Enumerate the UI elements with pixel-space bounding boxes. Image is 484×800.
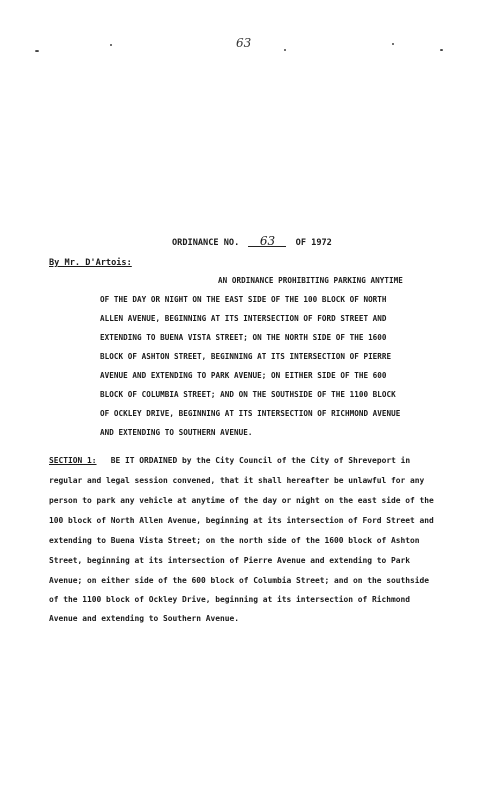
section-1-line: regular and legal session convened, that it shall hereafter be unlawful for any [49, 476, 425, 485]
caption-line: BLOCK OF ASHTON STREET, BEGINNING AT ITS INTERSECTION OF PIERRE [100, 352, 392, 361]
caption-line: OF THE DAY OR NIGHT ON THE EAST SIDE OF THE 100 BLOCK OF NORTH [100, 295, 387, 304]
caption-line: EXTENDING TO BUENA VISTA STREET; ON THE NORTH SIDE OF THE 1600 [100, 333, 387, 342]
caption-line: OF OCKLEY DRIVE, BEGINNING AT ITS INTERSECTION OF RICHMOND AVENUE [100, 409, 401, 418]
section-1-line: 100 block of North Allen Avenue, beginning at its intersection of Ford Street and [49, 516, 434, 525]
scan-mark [110, 44, 112, 46]
section-1-line: Avenue; on either side of the 600 block of Columbia Street; and on the southside [49, 576, 430, 585]
caption-line: AND EXTENDING TO SOUTHERN AVENUE. [100, 428, 253, 437]
caption-line: AN ORDINANCE PROHIBITING PARKING ANYTIME [218, 276, 403, 285]
title-prefix: ORDINANCE NO. [172, 238, 240, 248]
section-1-line: of the 1100 block of Ockley Drive, beginning at its intersection of Richmond [49, 595, 411, 604]
section-1-line: extending to Buena Vista Street; on the north side of the 1600 block of Ashton [49, 536, 420, 545]
scan-mark [284, 49, 286, 51]
section-1-line: Avenue and extending to Southern Avenue. [49, 614, 240, 623]
section-text: BE IT ORDAINED by the City Council of the City of Shreveport in [110, 456, 411, 465]
section-1-line: Street, beginning at its intersection of Pierre Avenue and extending to Park [49, 556, 411, 565]
scan-mark [440, 49, 443, 51]
section-1-first-line [49, 456, 410, 465]
title-suffix: OF 1972 [295, 238, 332, 248]
section-label: SECTION 1: [49, 456, 97, 465]
scan-mark [392, 43, 394, 45]
section-1-line: person to park any vehicle at anytime of the day or night on the east side of the [49, 496, 434, 505]
handwritten-page-number: 63 [236, 36, 252, 50]
caption-line: ALLEN AVENUE, BEGINNING AT ITS INTERSECTION OF FORD STREET AND [100, 314, 387, 323]
ordinance-number: 63 [248, 236, 286, 247]
author-line: By Mr. D'Artois: [49, 258, 132, 268]
ordinance-title [172, 236, 332, 248]
caption-line: BLOCK OF COLUMBIA STREET; AND ON THE SOUTHSIDE OF THE 1100 BLOCK [100, 390, 396, 399]
caption-line: AVENUE AND EXTENDING TO PARK AVENUE; ON EITHER SIDE OF THE 600 [100, 371, 387, 380]
scan-mark [35, 50, 39, 52]
